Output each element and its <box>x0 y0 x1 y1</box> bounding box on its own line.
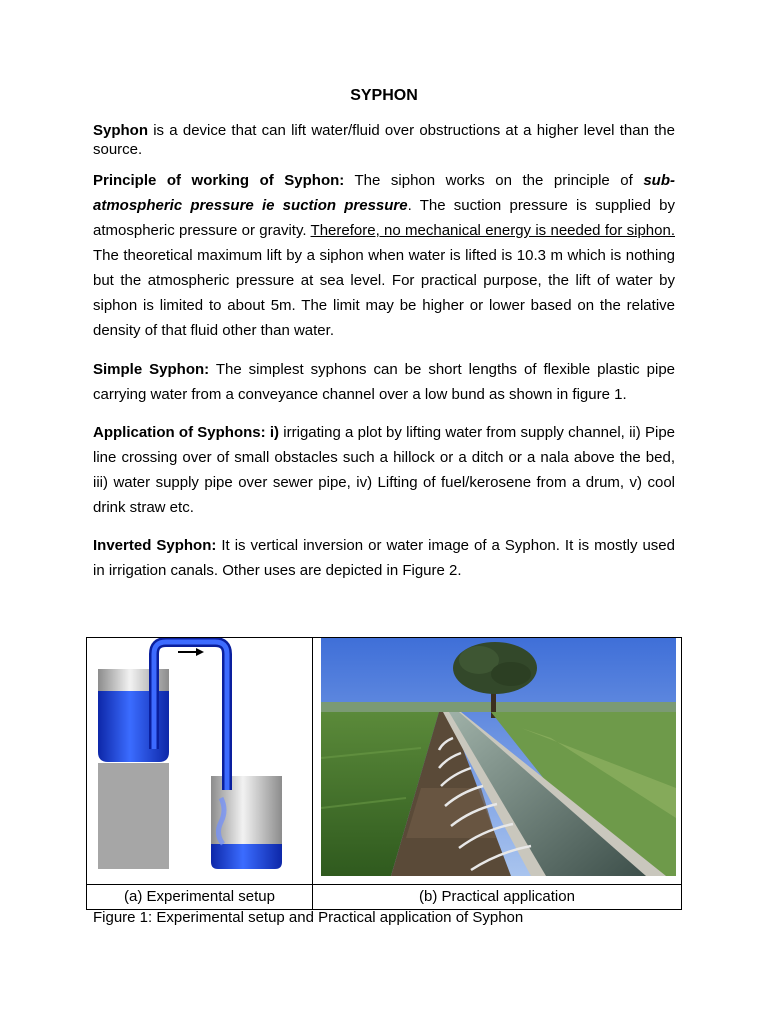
principle-paragraph <box>93 168 675 343</box>
principle-text-3: The theoretical maximum lift by a siphon when water is lifted is 10.3 m which is nothing but the atmospheric pressure at sea level. For practical purpose, the lift of water by siphon is limited to about 5m. The limit may be higher or lower based on the relative density of that fluid other than water. <box>93 247 675 339</box>
figure-caption: Figure 1: Experimental setup and Practical application of Syphon <box>93 909 524 926</box>
inverted-heading: Inverted Syphon: <box>93 537 217 554</box>
page-title: SYPHON <box>350 87 418 104</box>
principle-emphasis: sub-atmospheric pressure ie suction pressure <box>93 172 675 214</box>
principle-heading: Principle of working of Syphon: <box>93 172 345 189</box>
simple-heading: Simple Syphon: <box>93 361 210 378</box>
application-heading: Application of Syphons: i) <box>93 424 280 441</box>
application-text: irrigating a plot by lifting water from supply channel, ii) Pipe line crossing over of small obstacles such a hillock or a ditch or a nala above the bed, iii) water supply pipe over sewer pipe, iv) Lifting of fuel/kerosene from a drum, v) cool drink straw etc. <box>93 424 676 516</box>
practical-application-photo <box>321 638 676 876</box>
caption-experimental-setup: (a) Experimental setup <box>124 888 275 905</box>
figure-divider <box>312 638 313 909</box>
inverted-text: It is vertical inversion or water image of a Syphon. It is mostly used in irrigation canals. Other uses are depicted in Figure 2. <box>93 537 675 579</box>
simple-syphon-paragraph <box>93 357 675 407</box>
flow-arrow-icon <box>178 648 204 656</box>
figure-table <box>86 637 682 910</box>
simple-text: The simplest syphons can be short lengths of flexible plastic pipe carrying water from a conveyance channel over a low bund as shown in figure 1. <box>93 361 675 403</box>
intro-paragraph <box>93 121 675 159</box>
principle-text-1: The siphon works on the principle of <box>344 172 644 189</box>
intro-term: Syphon <box>93 122 148 139</box>
lower-container <box>211 776 282 869</box>
inverted-syphon-paragraph <box>93 533 675 583</box>
principle-underlined: Therefore, no mechanical energy is needed for siphon. <box>310 222 675 239</box>
intro-text: is a device that can lift water/fluid over obstructions at a higher level than the source. <box>93 122 675 158</box>
caption-practical-application: (b) Practical application <box>419 888 575 905</box>
support-block <box>98 763 169 869</box>
experimental-setup-illustration <box>87 638 312 884</box>
principle-text-2: . The suction pressure is supplied by atmospheric pressure or gravity. <box>93 197 675 239</box>
application-paragraph <box>93 420 675 520</box>
